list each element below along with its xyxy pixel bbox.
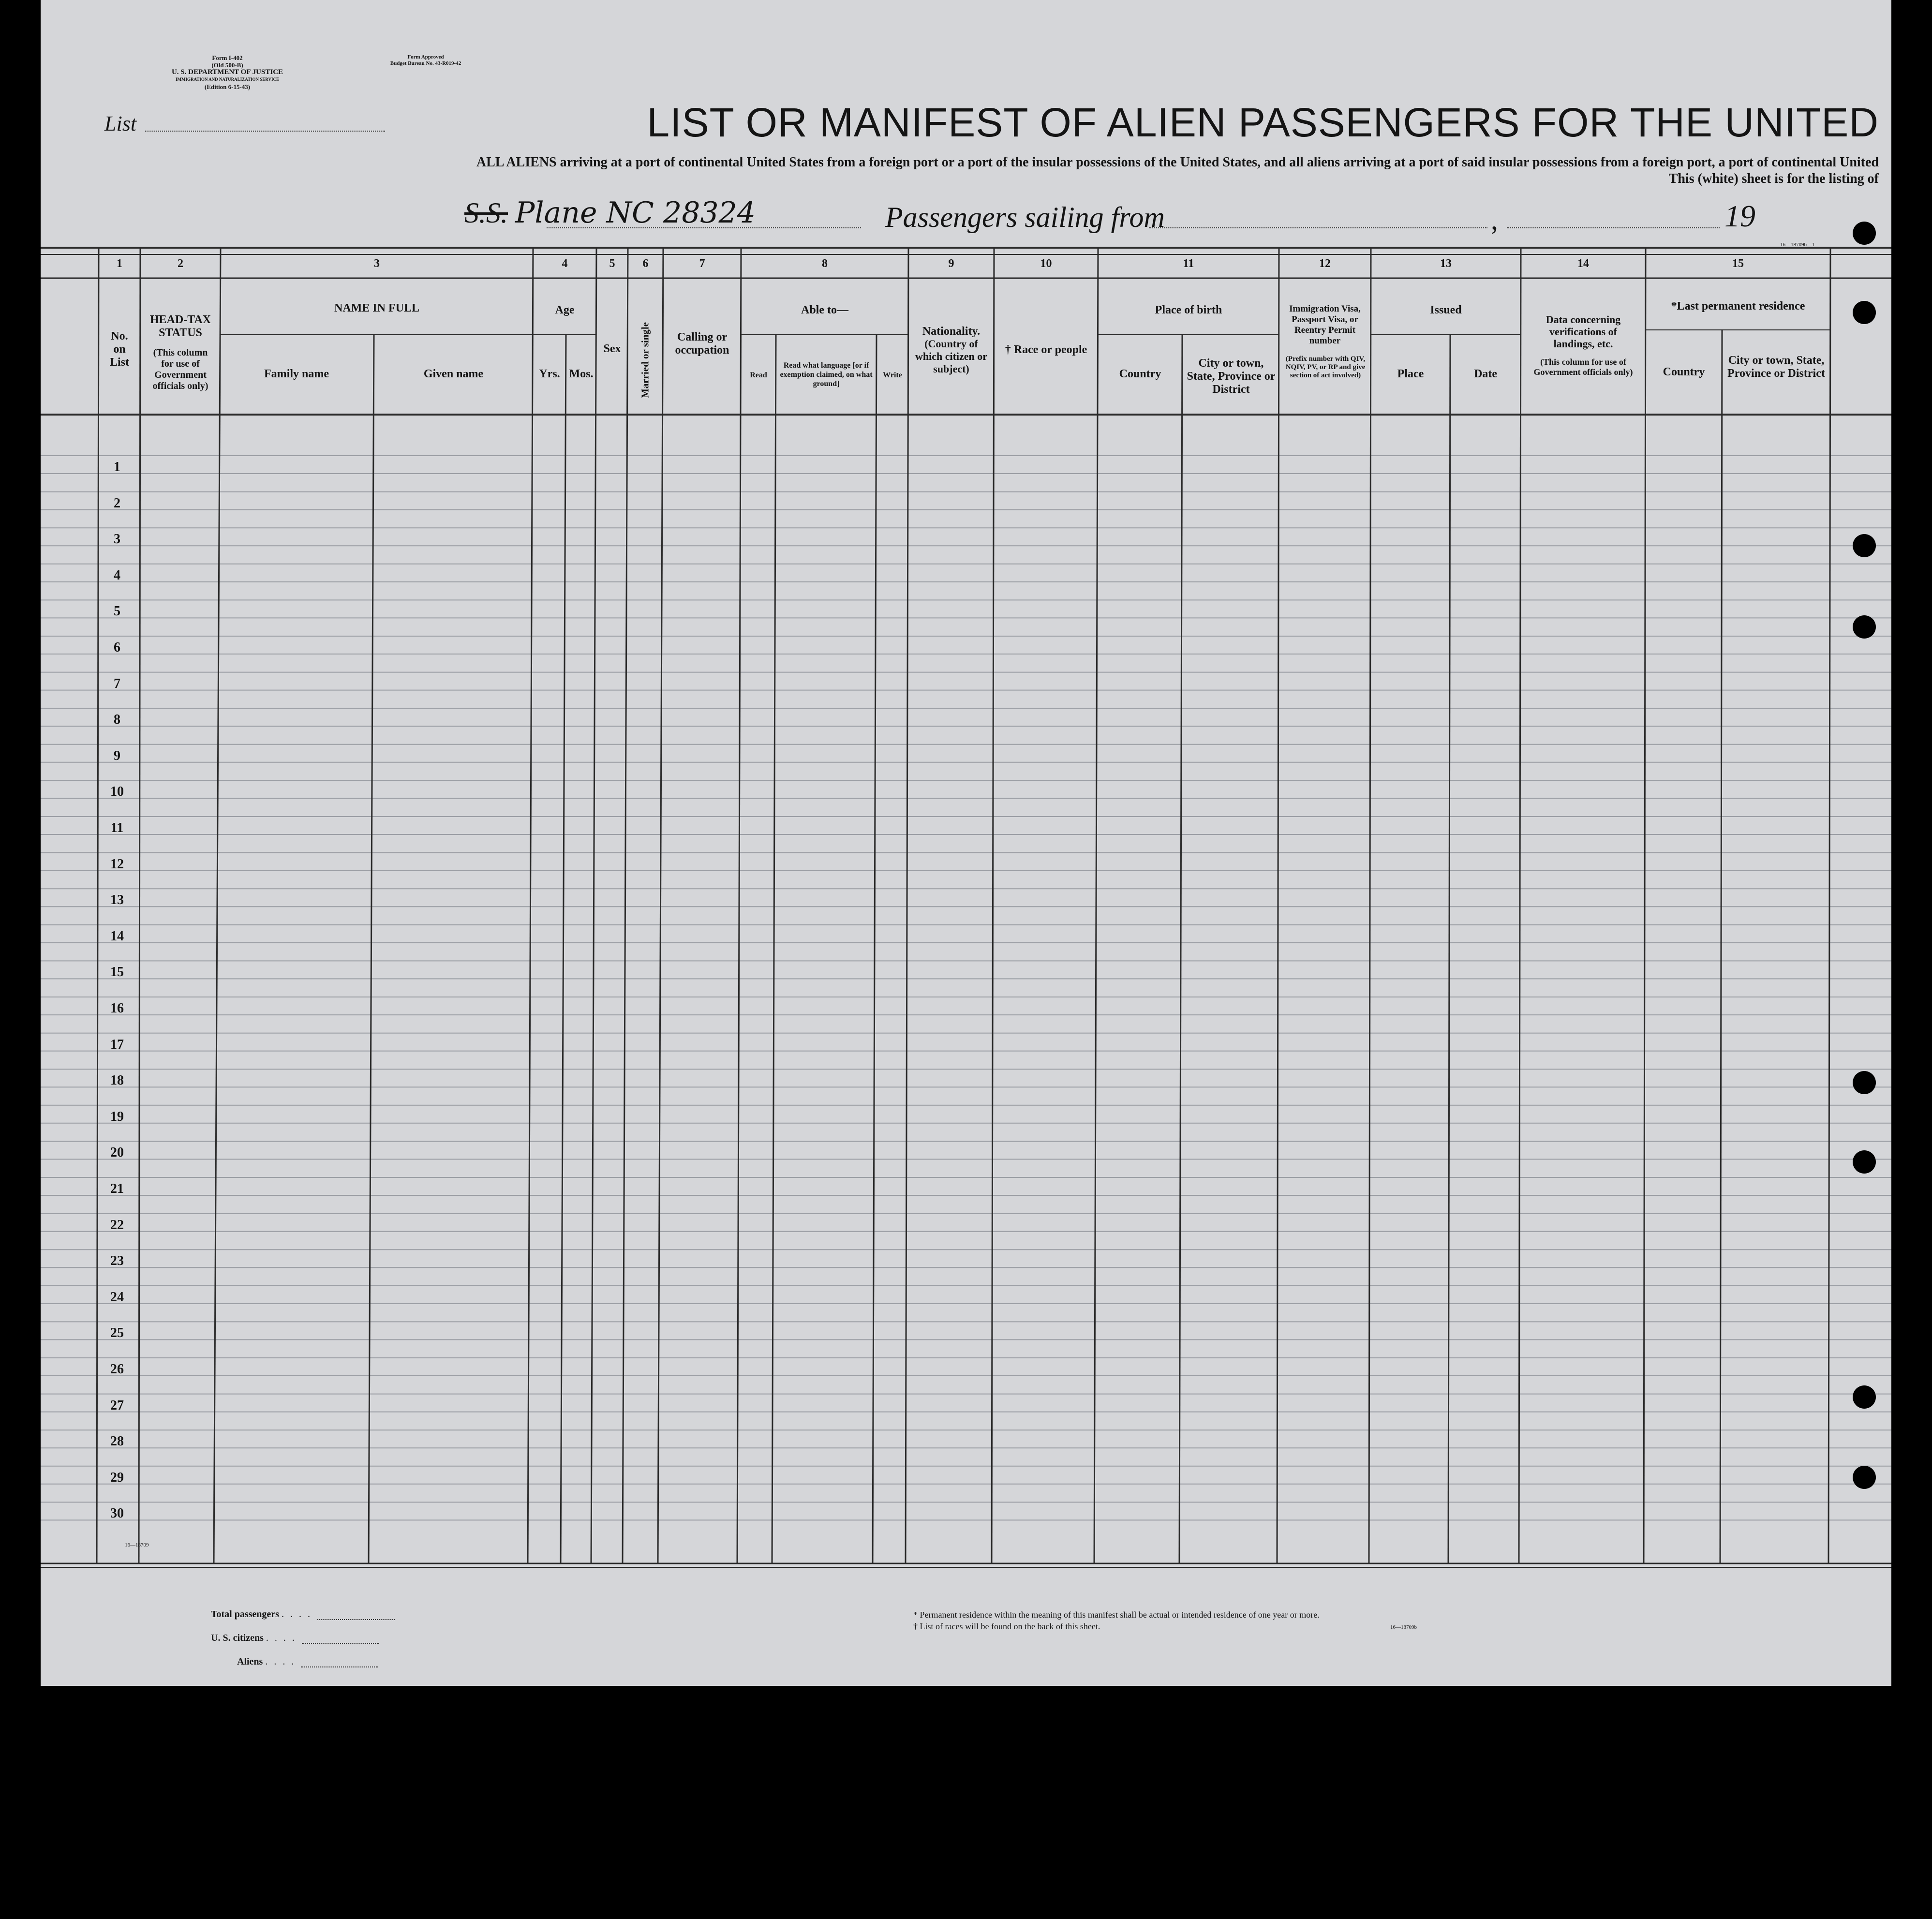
header-place-of-birth: Place of birth — [1155, 304, 1222, 316]
column-number-8: 8 — [822, 257, 828, 270]
punch-hole — [1853, 615, 1876, 639]
header-birth-city: City or town, State, Province or District — [1187, 357, 1276, 396]
header-age: Age — [555, 304, 575, 316]
list-label: List — [104, 112, 137, 135]
header-data-note: (This column for use of Government officials only) — [1533, 357, 1633, 377]
punch-hole — [1853, 1071, 1876, 1094]
column-number-9: 9 — [948, 257, 954, 270]
service-name: IMMIGRATION AND NATURALIZATION SERVICE — [176, 77, 279, 82]
header-visa: Immigration Visa, Passport Visa, or Reentry Permit number — [1289, 304, 1361, 346]
row-number: 21 — [110, 1181, 124, 1196]
header-write: Write — [883, 371, 902, 379]
column-number-13: 13 — [1440, 257, 1452, 270]
row-number: 30 — [110, 1506, 124, 1521]
header-no-on-list: No. on List — [109, 330, 129, 369]
header-given-name: Given name — [423, 368, 484, 380]
header-race: † Race or people — [1005, 343, 1087, 356]
header-sex: Sex — [603, 342, 621, 355]
row-number: 16 — [110, 1001, 124, 1016]
header-nationality-note: (Country of which citizen or subject) — [915, 338, 988, 375]
row-number: 15 — [110, 965, 124, 980]
total-passengers-row — [211, 1609, 395, 1620]
department-name: U. S. DEPARTMENT OF JUSTICE — [171, 68, 283, 76]
row-number: 26 — [110, 1362, 124, 1377]
aliens-label: Aliens — [237, 1656, 263, 1667]
footnote-races: † List of races will be found on the back of this sheet. — [913, 1621, 1100, 1631]
aliens-field[interactable] — [301, 1666, 378, 1667]
sailing-from-label: Passengers sailing from — [885, 201, 1165, 233]
row-number: 10 — [110, 784, 124, 800]
row-number: 27 — [110, 1398, 124, 1413]
column-number-1: 1 — [117, 257, 122, 270]
total-passengers-label: Total passengers — [211, 1609, 279, 1620]
header-calling: Calling or occupation — [675, 331, 729, 357]
column-number-6: 6 — [642, 257, 649, 270]
header-read: Read — [750, 371, 767, 379]
header-residence-city: City or town, State, Province or District — [1727, 354, 1825, 380]
row-number: 9 — [114, 748, 120, 763]
row-number: 11 — [110, 820, 124, 835]
header-visa-note: (Prefix number with QIV, NQIV, PV, or RP and give section of act involved) — [1285, 355, 1366, 379]
header-issued: Issued — [1430, 304, 1462, 316]
subtitle-line-1: ALL ALIENS arriving at a port of continental United States from a foreign port or a port of the insular possessions of the United States, and all aliens arriving at a port of said insular possessions from a foreign port, a port of continental United — [476, 155, 1879, 170]
punch-hole — [1853, 1385, 1876, 1409]
header-residence-country: Country — [1663, 366, 1705, 378]
row-number: 25 — [110, 1325, 124, 1341]
row-number: 13 — [110, 893, 124, 908]
footnote-residence: * Permanent residence within the meaning of this manifest shall be actual or intended residence of one year or more. — [913, 1610, 1320, 1620]
us-citizens-label: U. S. citizens — [211, 1633, 264, 1643]
row-number: 18 — [110, 1073, 124, 1088]
column-number-3: 3 — [374, 257, 380, 270]
column-number-5: 5 — [609, 257, 615, 270]
header-birth-country: Country — [1119, 368, 1161, 380]
form-edition: (Edition 6-15-43) — [204, 83, 251, 90]
punch-hole — [1853, 534, 1876, 557]
header-nationality: Nationality. — [922, 325, 981, 338]
header-last-residence: *Last permanent residence — [1671, 300, 1805, 312]
row-number: 29 — [110, 1470, 124, 1485]
row-number: 24 — [110, 1289, 124, 1305]
row-number: 1 — [114, 460, 120, 475]
row-rules — [41, 456, 1891, 1520]
row-number: 20 — [110, 1145, 124, 1160]
column-number-12: 12 — [1319, 257, 1331, 270]
header-able-to: Able to— — [801, 304, 848, 316]
us-citizens-leader: . . . . — [266, 1633, 297, 1643]
row-number: 22 — [110, 1217, 124, 1233]
column-number-14: 14 — [1577, 257, 1589, 270]
row-number: 3 — [114, 532, 120, 547]
punch-hole — [1853, 222, 1876, 245]
row-number: 2 — [114, 495, 120, 511]
header-family-name: Family name — [264, 368, 329, 380]
page-title: LIST OR MANIFEST OF ALIEN PASSENGERS FOR THE UNITED — [647, 100, 1879, 145]
handwritten-vessel-name: Plane NC 28324 — [515, 196, 756, 230]
printer-code-top-right: 16—18709b—1 — [1780, 242, 1815, 248]
approval-line-1: Form Approved — [407, 54, 444, 60]
punch-hole — [1853, 301, 1876, 324]
column-number-11: 11 — [1183, 257, 1194, 270]
row-number: 5 — [114, 604, 120, 619]
total-passengers-leader: . . . . — [281, 1609, 312, 1620]
column-number-7: 7 — [699, 257, 705, 270]
subtitle-line-2: This (white) sheet is for the listing of — [1668, 171, 1879, 186]
header-yrs: Yrs. — [539, 368, 560, 380]
column-rules — [97, 248, 1830, 1563]
struck-prefix: S.S. — [464, 197, 508, 229]
printer-code-bottom: 16—18709b — [1390, 1624, 1417, 1630]
row-number: 7 — [114, 676, 120, 691]
header-head-tax-note: (This column for use of Government officials only) — [152, 347, 208, 391]
us-citizens-row — [211, 1633, 379, 1644]
header-issued-place: Place — [1397, 368, 1424, 380]
year-prefix: 19 — [1724, 199, 1755, 233]
row-number: 12 — [110, 856, 124, 872]
aliens-leader: . . . . — [265, 1656, 296, 1667]
row-number: 28 — [110, 1434, 124, 1449]
row-number: 23 — [110, 1253, 124, 1269]
header-head-tax: HEAD-TAX STATUS — [149, 313, 211, 339]
punch-hole — [1853, 1466, 1876, 1489]
row-number: 19 — [110, 1109, 124, 1124]
us-citizens-field[interactable] — [302, 1643, 379, 1644]
header-issued-date: Date — [1474, 368, 1497, 380]
header-read-language: Read what language [or if exemption claimed, on what ground] — [780, 361, 873, 388]
header-data-concerning: Data concerning verifications of landings, etc. — [1546, 313, 1621, 350]
column-number-4: 4 — [562, 257, 568, 270]
row-number: 14 — [110, 928, 124, 944]
form-old-number: (Old 500-B) — [211, 61, 243, 69]
header-name-in-full: NAME IN FULL — [334, 302, 419, 314]
column-number-15: 15 — [1732, 257, 1744, 270]
frame-rules — [41, 248, 1891, 1567]
row-number: 4 — [114, 567, 120, 583]
approval-line-2: Budget Bureau No. 43-R019-42 — [390, 60, 461, 66]
row-number: 6 — [114, 640, 120, 655]
form-number: Form I-402 — [212, 54, 243, 61]
header-mos: Mos. — [569, 368, 594, 380]
comma-separator: , — [1491, 204, 1498, 236]
row-number: 17 — [110, 1037, 124, 1052]
column-number-10: 10 — [1040, 257, 1052, 270]
printer-code-left: 16—18709 — [125, 1542, 149, 1548]
header-married-or-single: Married or single — [639, 322, 651, 399]
row-number: 8 — [114, 712, 120, 728]
column-number-2: 2 — [178, 257, 183, 270]
total-passengers-field[interactable] — [317, 1619, 395, 1620]
punch-hole — [1853, 1150, 1876, 1174]
aliens-row — [237, 1656, 378, 1667]
